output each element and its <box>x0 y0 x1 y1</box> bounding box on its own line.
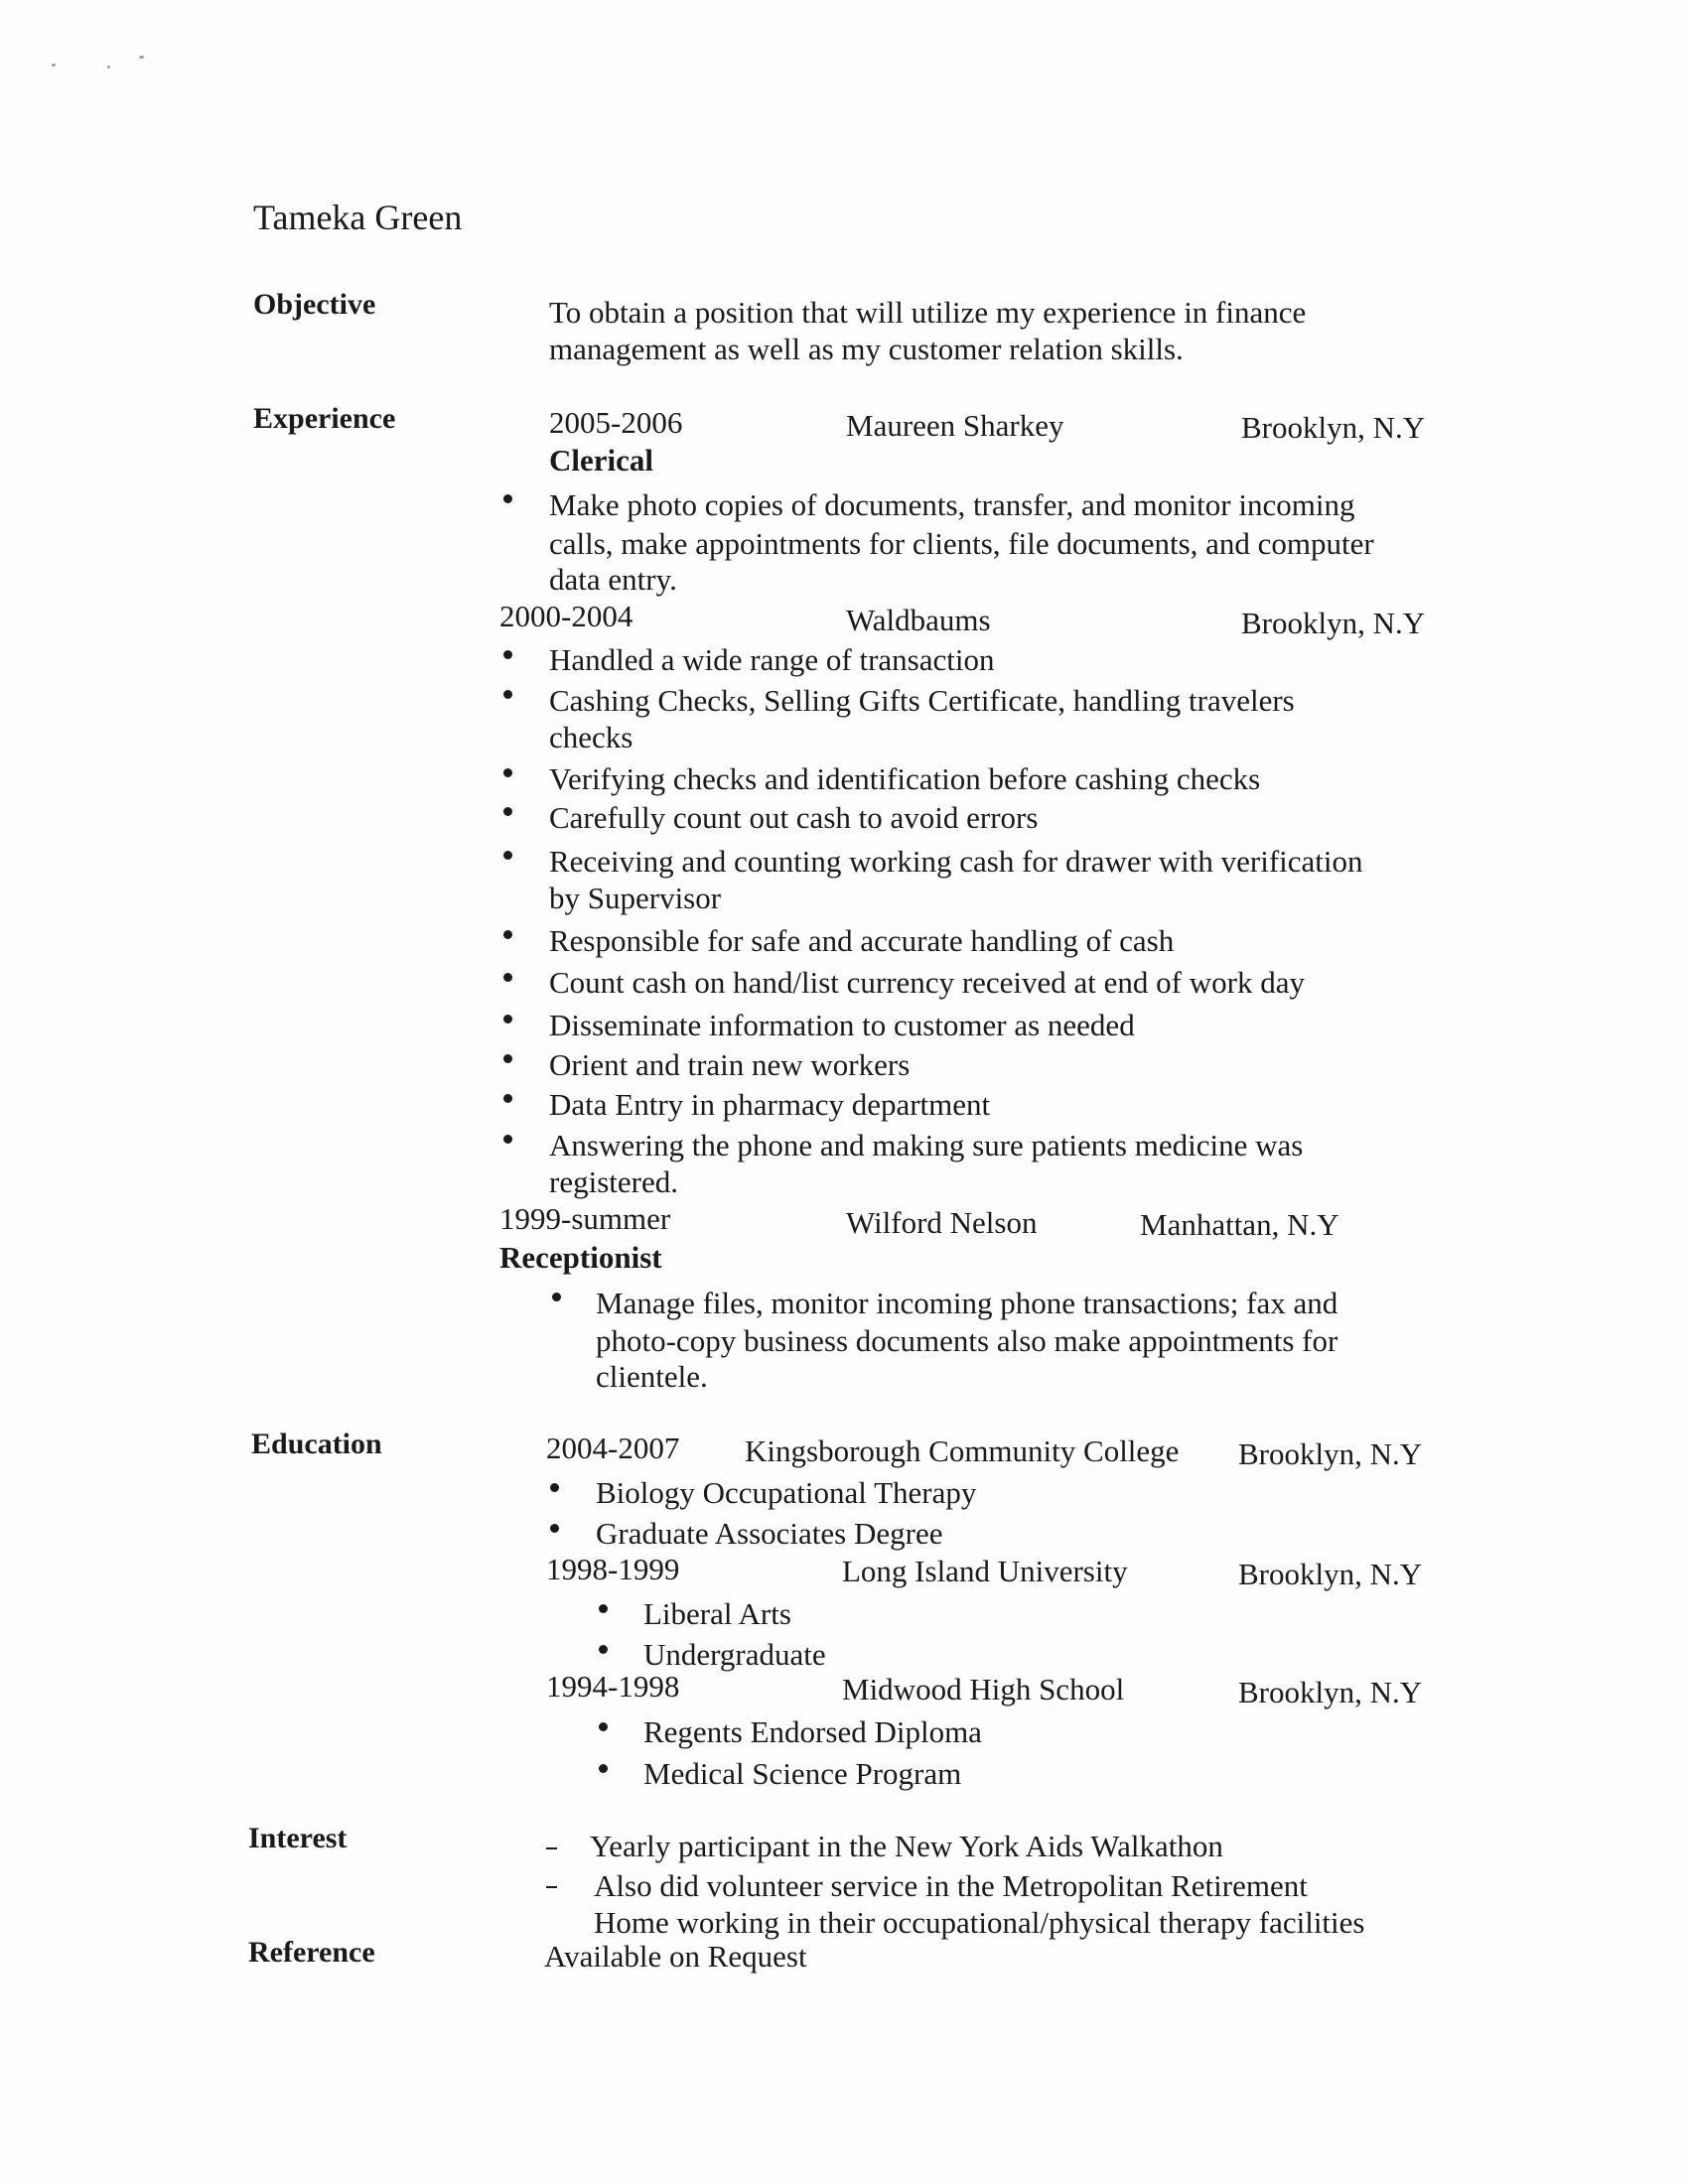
job-employer: Wilford Nelson <box>846 1205 1038 1240</box>
education-school: Long Island University <box>842 1554 1128 1588</box>
bullet-dot <box>552 1293 561 1301</box>
bullet-dot <box>550 1483 559 1492</box>
job-bullet-line: checks <box>549 720 633 754</box>
education-bullet: Liberal Arts <box>643 1596 791 1631</box>
bullet-dot <box>503 973 512 982</box>
interest-item-continued: Home working in their occupational/physical therapy facilities <box>594 1905 1365 1940</box>
education-bullet: Undergraduate <box>643 1637 826 1672</box>
job-title: Clerical <box>549 443 654 478</box>
education-years: 1998-1999 <box>546 1552 680 1586</box>
job-bullet-line: Carefully count out cash to avoid errors <box>549 800 1039 835</box>
heading-interest: Interest <box>248 1822 348 1854</box>
heading-education: Education <box>251 1428 382 1460</box>
bullet-dot <box>599 1645 608 1654</box>
bullet-dot <box>599 1604 608 1613</box>
job-bullet-line: photo-copy business documents also make appointments for <box>596 1323 1338 1358</box>
job-years: 2000-2004 <box>499 599 633 633</box>
objective-line-2: management as well as my customer relation skills. <box>549 332 1184 366</box>
education-bullet: Medical Science Program <box>643 1756 962 1791</box>
education-location: Brooklyn, N.Y <box>1238 1557 1423 1591</box>
bullet-dot <box>503 930 512 939</box>
education-years: 2004-2007 <box>546 1431 680 1465</box>
job-bullet-line: calls, make appointments for clients, file documents, and computer <box>549 526 1374 561</box>
scan-speck <box>139 56 144 59</box>
job-bullet-line: Orient and train new workers <box>549 1047 911 1082</box>
interest-item: Yearly participant in the New York Aids Walkathon <box>590 1829 1223 1863</box>
job-location: Brooklyn, N.Y <box>1241 410 1426 445</box>
education-bullet: Biology Occupational Therapy <box>596 1475 977 1510</box>
resume-name: Tameka Green <box>253 198 463 237</box>
bullet-dot <box>503 1054 512 1063</box>
heading-reference: Reference <box>248 1936 375 1969</box>
job-bullet-line: by Supervisor <box>549 881 722 915</box>
job-bullet-line: Verifying checks and identification before cashing checks <box>549 761 1261 796</box>
bullet-dot <box>503 851 512 860</box>
job-bullet-line: Answering the phone and making sure patients medicine was <box>549 1128 1304 1162</box>
education-location: Brooklyn, N.Y <box>1238 1675 1423 1709</box>
bullet-dot <box>550 1524 559 1533</box>
job-bullet-line: Count cash on hand/list currency received at end of work day <box>549 965 1305 1000</box>
objective-line-1: To obtain a position that will utilize my experience in finance <box>549 295 1307 330</box>
job-bullet-line: Data Entry in pharmacy department <box>549 1087 991 1122</box>
job-bullet-line: Cashing Checks, Selling Gifts Certificate, handling travelers <box>549 683 1295 718</box>
bullet-dot <box>503 1135 512 1144</box>
job-location: Manhattan, N.Y <box>1140 1207 1339 1242</box>
bullet-dot <box>503 807 512 816</box>
heading-objective: Objective <box>253 288 376 321</box>
job-bullet-line: Make photo copies of documents, transfer, and monitor incoming <box>549 487 1355 522</box>
education-bullet: Graduate Associates Degree <box>596 1516 943 1551</box>
bullet-dot <box>599 1722 608 1731</box>
job-bullet-line: data entry. <box>549 562 677 597</box>
bullet-dot <box>599 1764 608 1773</box>
job-bullet-line: Handled a wide range of transaction <box>549 642 995 677</box>
bullet-dot <box>503 1094 512 1103</box>
heading-experience: Experience <box>253 402 396 435</box>
job-bullet-line: Receiving and counting working cash for drawer with verification <box>549 844 1363 879</box>
reference-text: Available on Request <box>544 1939 807 1974</box>
job-employer: Maureen Sharkey <box>846 408 1064 443</box>
scan-speck <box>107 66 110 68</box>
job-bullet-line: clientele. <box>596 1359 708 1394</box>
bullet-dot <box>503 1015 512 1024</box>
education-location: Brooklyn, N.Y <box>1238 1436 1423 1471</box>
dash-marker <box>546 1847 557 1849</box>
job-title: Receptionist <box>499 1240 662 1275</box>
bullet-dot <box>503 650 512 659</box>
education-bullet: Regents Endorsed Diploma <box>643 1714 982 1749</box>
job-employer: Waldbaums <box>846 603 991 637</box>
dash-marker <box>546 1886 557 1888</box>
job-bullet-line: Disseminate information to customer as needed <box>549 1008 1135 1042</box>
job-location: Brooklyn, N.Y <box>1241 606 1426 640</box>
bullet-dot <box>503 690 512 699</box>
education-years: 1994-1998 <box>546 1669 680 1704</box>
job-bullet-line: Manage files, monitor incoming phone transactions; fax and <box>596 1286 1338 1320</box>
job-years: 1999-summer <box>499 1201 671 1236</box>
job-bullet-line: registered. <box>549 1164 678 1199</box>
bullet-dot <box>503 768 512 777</box>
job-years: 2005-2006 <box>549 405 683 440</box>
education-school: Midwood High School <box>842 1672 1125 1706</box>
bullet-dot <box>503 494 512 503</box>
education-school: Kingsborough Community College <box>745 1433 1180 1468</box>
interest-item: Also did volunteer service in the Metropolitan Retirement <box>594 1868 1308 1903</box>
scan-speck <box>52 64 56 67</box>
job-bullet-line: Responsible for safe and accurate handling of cash <box>549 923 1175 958</box>
